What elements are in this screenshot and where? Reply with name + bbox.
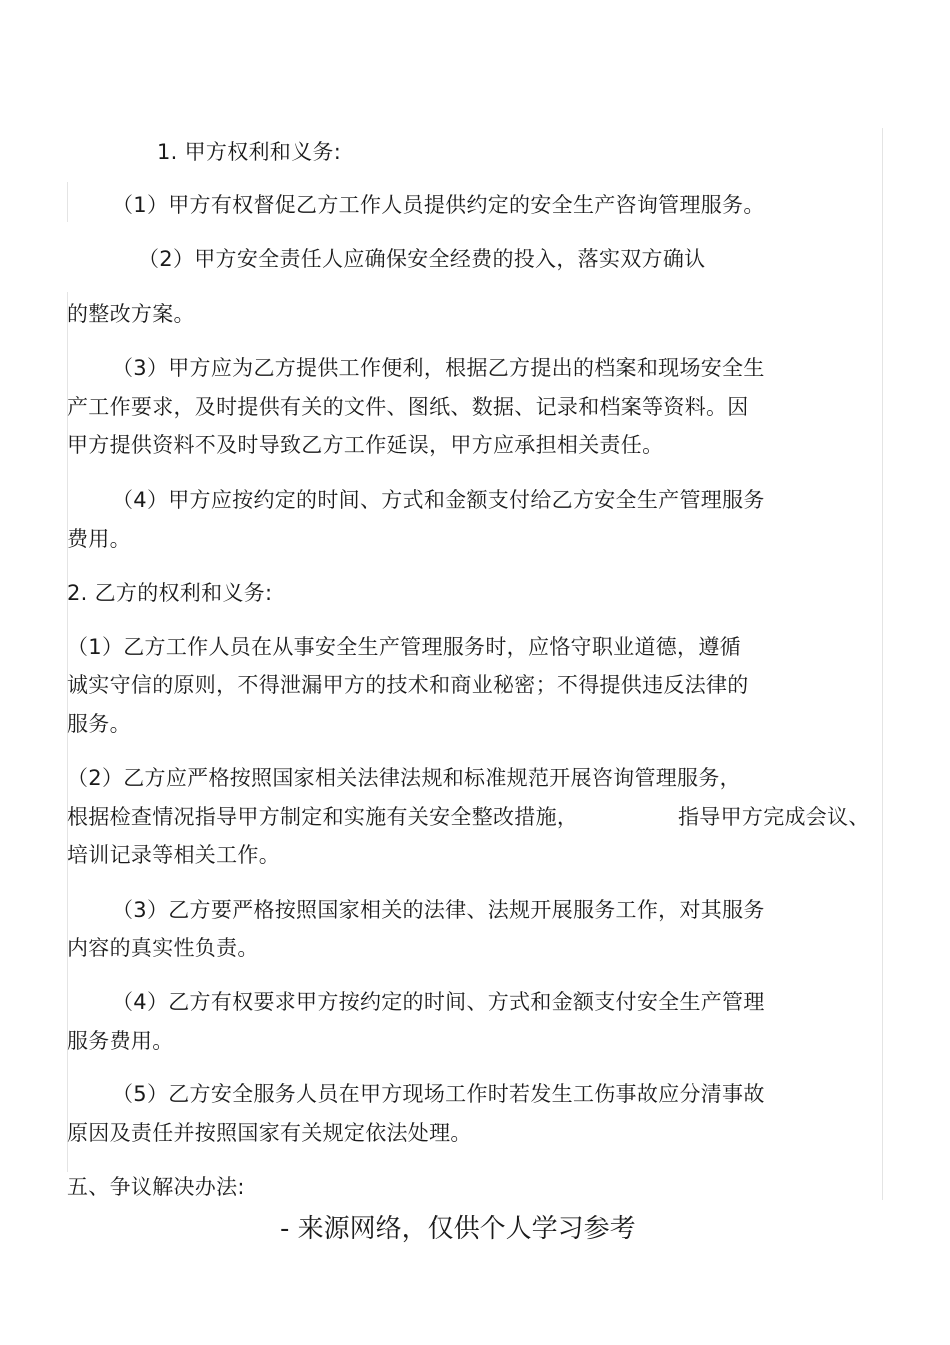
party-b-clause-2-line-2b: 指导甲方完成会议、: [678, 805, 870, 829]
border-line-left: [67, 182, 68, 222]
party-b-clause-4-line-1: （4）乙方有权要求甲方按约定的时间、方式和金额支付安全生产管理: [112, 990, 765, 1014]
party-b-heading: 2. 乙方的权利和义务:: [67, 581, 273, 605]
party-b-clause-4-line-2: 服务费用。: [67, 1029, 174, 1053]
party-b-clause-3-line-1: （3）乙方要严格按照国家相关的法律、法规开展服务工作，对其服务: [112, 898, 765, 922]
party-a-clause-1: （1）甲方有权督促乙方工作人员提供约定的安全生产咨询管理服务。: [112, 193, 765, 217]
party-a-clause-4-line-2: 费用。: [67, 527, 131, 551]
party-b-clause-3-line-2: 内容的真实性负责。: [67, 936, 259, 960]
party-b-clause-5-line-2: 原因及责任并按照国家有关规定依法处理。: [67, 1121, 472, 1145]
party-b-clause-2-line-2a: 根据检查情况指导甲方制定和实施有关安全整改措施，: [67, 805, 579, 829]
party-a-clause-2-line-1: （2）甲方安全责任人应确保安全经费的投入，落实双方确认: [138, 247, 706, 271]
footer-source-note: - 来源网络，仅供个人学习参考: [280, 1214, 636, 1244]
party-a-clause-2-line-2: 的整改方案。: [67, 302, 195, 326]
party-a-clause-4-line-1: （4）甲方应按约定的时间、方式和金额支付给乙方安全生产管理服务: [112, 488, 765, 512]
party-b-clause-2-line-1: （2）乙方应严格按照国家相关法律法规和标准规范开展咨询管理服务，: [67, 766, 741, 790]
party-b-clause-1-line-2: 诚实守信的原则，不得泄漏甲方的技术和商业秘密；不得提供违反法律的: [67, 673, 749, 697]
party-a-heading: 1. 甲方权利和义务:: [157, 140, 342, 164]
party-a-clause-3-line-1: （3）甲方应为乙方提供工作便利，根据乙方提出的档案和现场安全生: [112, 356, 765, 380]
party-b-clause-5-line-1: （5）乙方安全服务人员在甲方现场工作时若发生工伤事故应分清事故: [112, 1082, 765, 1106]
border-line-right: [882, 128, 883, 1200]
party-b-clause-2-line-3: 培训记录等相关工作。: [67, 843, 280, 867]
dispute-heading: 五、争议解决办法:: [67, 1175, 245, 1199]
party-a-clause-3-line-2: 产工作要求，及时提供有关的文件、图纸、数据、记录和档案等资料。因: [67, 395, 749, 419]
party-b-clause-1-line-3: 服务。: [67, 712, 131, 736]
party-a-clause-3-line-3: 甲方提供资料不及时导致乙方工作延误，甲方应承担相关责任。: [67, 433, 664, 457]
party-b-clause-1-line-1: （1）乙方工作人员在从事安全生产管理服务时，应恪守职业道德，遵循: [67, 635, 741, 659]
